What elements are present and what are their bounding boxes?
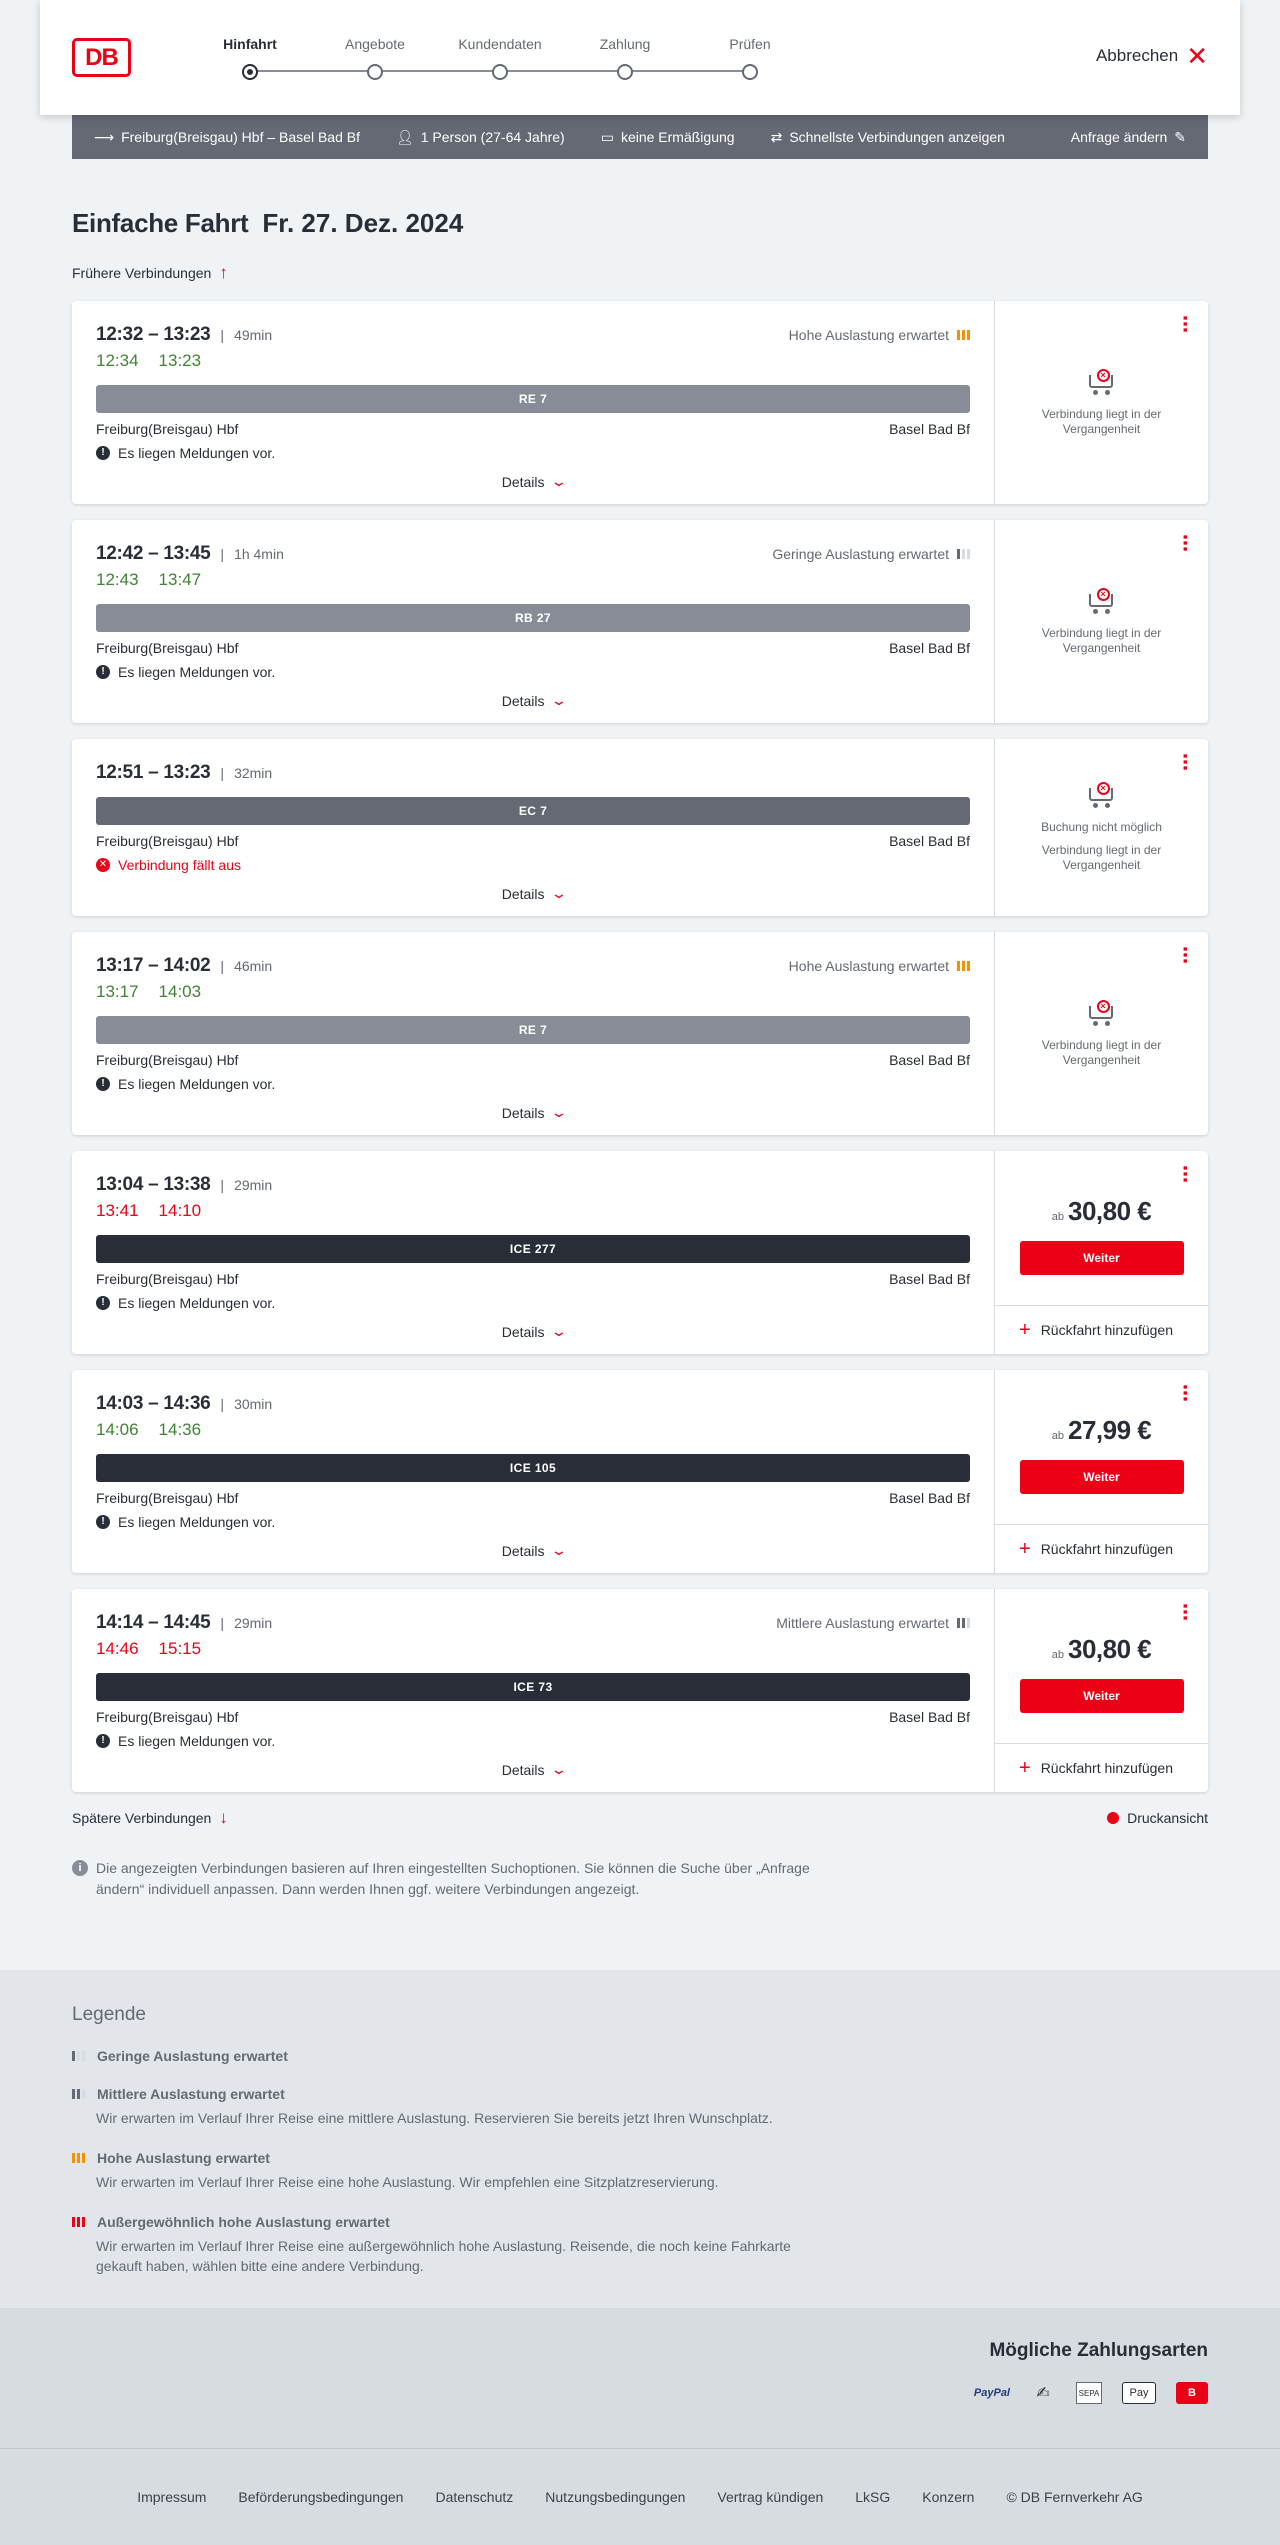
footer-link-impressum[interactable]: Impressum <box>137 2489 207 2505</box>
price <box>1052 1196 1152 1227</box>
connection-details <box>72 932 994 1135</box>
step-dot <box>617 64 633 80</box>
footer-link-vertrag-kuendigen[interactable]: Vertrag kündigen <box>717 2489 824 2505</box>
offer-panel <box>994 1589 1208 1792</box>
more-options-icon[interactable]: ⋯ <box>1175 1165 1195 1181</box>
chevron-down-icon: ⌄ <box>549 1104 568 1120</box>
plus-icon: + <box>1019 1538 1031 1560</box>
search-summary-bar <box>72 115 1208 159</box>
passengers-text: 1 Person (27-64 Jahre) <box>420 129 565 145</box>
notice-message <box>96 1295 970 1311</box>
chevron-down-icon: ⌄ <box>549 1761 568 1777</box>
db-logo[interactable]: DB <box>72 38 131 77</box>
cancel-circle-icon: ✕ <box>96 858 110 872</box>
apple-pay-label: Pay <box>1129 2387 1149 2399</box>
filter-icon: ⇄ <box>770 128 783 145</box>
legend-item <box>72 2048 1208 2064</box>
connection-details <box>72 1589 994 1792</box>
summary-passengers <box>396 129 565 146</box>
notice-message <box>96 1076 970 1092</box>
return-label: Rückfahrt hinzufügen <box>1040 1541 1173 1557</box>
cancellation-message <box>96 857 970 873</box>
destination-station: Basel Bad Bf <box>889 1052 970 1068</box>
step-dot <box>367 64 383 80</box>
connection-details <box>72 1151 994 1354</box>
chevron-down-icon: ⌄ <box>549 473 568 489</box>
load-text: Mittlere Auslastung erwartet <box>776 1615 949 1631</box>
duration: 49min <box>234 327 273 343</box>
realtime-arrival: 13:23 <box>158 351 202 370</box>
load-icon <box>957 1618 970 1628</box>
origin-station: Freiburg(Breisgau) Hbf <box>96 833 239 849</box>
chevron-down-icon: ⌄ <box>549 1323 568 1339</box>
discount-text: keine Ermäßigung <box>620 129 735 145</box>
more-options-icon[interactable]: ⋯ <box>1175 1603 1195 1619</box>
legend-item-text: Wir erwarten im Verlauf Ihrer Reise eine mittlere Auslastung. Reservieren Sie bereits jetzt Ihren Wunschplatz. <box>96 2110 773 2126</box>
planned-times: 14:14 – 14:45 <box>96 1612 211 1633</box>
notice-message <box>96 445 970 461</box>
apple-pay-icon <box>1122 2382 1156 2404</box>
step-dot <box>492 64 508 80</box>
details-toggle[interactable] <box>96 1761 970 1778</box>
print-view-link[interactable] <box>1107 1810 1208 1826</box>
step-label: Hinfahrt <box>223 36 277 52</box>
details-toggle[interactable] <box>96 692 970 709</box>
legend-item-text: Wir erwarten im Verlauf Ihrer Reise eine außergewöhnlich hohe Auslastung. Reisende, die noch keine Fahrkarte gekauft haben, wählen bitte eine andere Verbindung. <box>96 2238 791 2274</box>
destination-station: Basel Bad Bf <box>889 421 970 437</box>
step-dot <box>742 64 758 80</box>
notice-message <box>96 664 970 680</box>
continue-button[interactable]: Weiter <box>1020 1241 1184 1275</box>
load-indicator <box>789 327 970 343</box>
details-label: Details <box>501 473 545 490</box>
duration: 46min <box>234 958 273 974</box>
details-label: Details <box>501 885 545 902</box>
summary-discount <box>601 129 735 146</box>
origin-station: Freiburg(Breisgau) Hbf <box>96 640 239 656</box>
arrow-right-icon: ⟶ <box>94 128 115 145</box>
train-bar[interactable]: ICE 105 <box>96 1454 970 1482</box>
planned-times: 12:32 – 13:23 <box>96 324 211 345</box>
footer-link-lksg[interactable]: LkSG <box>855 2489 891 2505</box>
origin-station: Freiburg(Breisgau) Hbf <box>96 421 239 437</box>
message-text: Es liegen Meldungen vor. <box>118 1295 276 1311</box>
train-bar[interactable]: ICE 277 <box>96 1235 970 1263</box>
load-text: Hohe Auslastung erwartet <box>788 327 949 343</box>
summary-route <box>94 129 360 146</box>
cart-unavailable-icon: × <box>1087 782 1117 808</box>
planned-times: 13:04 – 13:38 <box>96 1174 211 1195</box>
price <box>1052 1415 1152 1446</box>
connection-card[interactable] <box>72 1151 1208 1354</box>
footer-link-konzern[interactable]: Konzern <box>922 2489 975 2505</box>
legend-list <box>72 2048 1208 2276</box>
load-icon <box>957 549 970 559</box>
load-text: Geringe Auslastung erwartet <box>772 546 949 562</box>
load-indicator <box>776 1615 970 1631</box>
connection-details <box>72 520 994 723</box>
message-text: Es liegen Meldungen vor. <box>118 1733 276 1749</box>
info-icon: i <box>72 1860 88 1876</box>
cancel-label: Abbrechen <box>1095 46 1179 65</box>
realtime-arrival: 15:15 <box>158 1639 202 1658</box>
load-indicator <box>789 958 970 974</box>
price-value: 27,99 € <box>1068 1414 1152 1445</box>
destination-station: Basel Bad Bf <box>889 1490 970 1506</box>
separator: | <box>220 546 225 562</box>
header <box>40 0 1240 115</box>
separator: | <box>220 1177 225 1193</box>
step-kundendaten <box>450 34 550 80</box>
connection-card[interactable] <box>72 739 1208 916</box>
cart-unavailable-icon: × <box>1087 588 1117 614</box>
add-return-trip-button[interactable] <box>995 1743 1208 1792</box>
footer-link-befoerderungsbedingungen[interactable]: Beförderungsbedingungen <box>238 2489 404 2505</box>
details-toggle[interactable] <box>96 473 970 490</box>
alert-icon: ! <box>96 446 110 460</box>
unavailable-notice <box>995 932 1208 1135</box>
train-bar[interactable]: EC 7 <box>96 797 970 825</box>
alert-icon: ! <box>96 1515 110 1529</box>
route-text: Freiburg(Breisgau) Hbf – Basel Bad Bf <box>121 129 360 145</box>
train-bar[interactable]: RE 7 <box>96 385 970 413</box>
connection-card[interactable] <box>72 932 1208 1135</box>
realtime-departure: 14:46 <box>96 1639 139 1658</box>
plus-icon: + <box>1019 1319 1031 1341</box>
origin-station: Freiburg(Breisgau) Hbf <box>96 1490 239 1506</box>
unavailable-text: Verbindung liegt in der Vergangenheit <box>1041 843 1162 872</box>
chevron-down-icon: ⌄ <box>549 1542 568 1558</box>
offer-panel <box>994 1370 1208 1573</box>
person-icon: 👤︎ <box>395 128 414 145</box>
notice-message <box>96 1733 970 1749</box>
alert-icon: ! <box>96 1077 110 1091</box>
connection-list <box>72 301 1208 1792</box>
add-return-trip-button[interactable] <box>995 1524 1208 1573</box>
realtime-arrival: 14:10 <box>158 1201 202 1220</box>
summary-fastest <box>771 129 1005 146</box>
duration: 1h 4min <box>234 546 284 562</box>
separator: | <box>220 765 225 781</box>
realtime-departure: 13:17 <box>96 982 139 1001</box>
offer-panel <box>994 932 1208 1135</box>
details-toggle[interactable] <box>96 1542 970 1559</box>
connection-details <box>72 739 994 916</box>
offer-panel <box>994 1151 1208 1354</box>
alert-icon: ! <box>96 1296 110 1310</box>
load-icon <box>72 2051 85 2061</box>
load-text: Hohe Auslastung erwartet <box>788 958 949 974</box>
train-bar[interactable]: RE 7 <box>96 1016 970 1044</box>
separator: | <box>220 958 225 974</box>
details-toggle[interactable] <box>96 1323 970 1340</box>
unavailable-text: Verbindung liegt in der Vergangenheit <box>1041 1037 1162 1067</box>
connection-details <box>72 301 994 504</box>
list-footer <box>72 1808 1208 1828</box>
details-toggle[interactable] <box>96 1104 970 1121</box>
price <box>1052 1634 1152 1665</box>
cart-unavailable-icon: × <box>1087 369 1117 395</box>
close-icon: ✕ <box>1186 41 1208 71</box>
unavailable-notice <box>995 520 1208 723</box>
payment-icons <box>72 2382 1208 2404</box>
later-label: Spätere Verbindungen <box>72 1810 212 1826</box>
price-value: 30,80 € <box>1068 1633 1152 1664</box>
payment-methods-section <box>0 2308 1280 2448</box>
load-icon <box>957 330 970 340</box>
travel-date: Fr. 27. Dez. 2024 <box>262 208 464 238</box>
legend-item-title: Geringe Auslastung erwartet <box>97 2048 288 2064</box>
offer-panel <box>994 739 1208 916</box>
load-icon <box>72 2153 85 2163</box>
change-request-button[interactable] <box>1071 129 1186 146</box>
price-prefix: ab <box>1051 1648 1064 1661</box>
destination-station: Basel Bad Bf <box>889 833 970 849</box>
more-options-icon[interactable]: ⋯ <box>1175 946 1195 962</box>
connection-card[interactable] <box>72 1370 1208 1573</box>
change-label: Anfrage ändern <box>1070 129 1168 145</box>
continue-button[interactable]: Weiter <box>1020 1460 1184 1494</box>
unavailable-notice <box>995 301 1208 504</box>
details-label: Details <box>501 1104 545 1121</box>
duration: 29min <box>234 1177 273 1193</box>
more-options-icon[interactable]: ⋯ <box>1175 1384 1195 1400</box>
price-value: 30,80 € <box>1068 1195 1152 1226</box>
message-text: Verbindung fällt aus <box>118 857 241 873</box>
planned-times: 14:03 – 14:36 <box>96 1393 211 1414</box>
step-angebote <box>325 34 425 80</box>
step-label: Zahlung <box>599 36 651 52</box>
details-toggle[interactable] <box>96 885 970 902</box>
legend-item <box>72 2214 1208 2276</box>
offer-panel <box>994 301 1208 504</box>
origin-station: Freiburg(Breisgau) Hbf <box>96 1052 239 1068</box>
legend-item-title: Außergewöhnlich hohe Auslastung erwartet <box>97 2214 390 2230</box>
price-prefix: ab <box>1051 1210 1064 1223</box>
page-title <box>72 208 1208 239</box>
info-text: Die angezeigten Verbindungen basieren auf Ihren eingestellten Suchoptionen. Sie können die Suche über „Anfrage ändern“ individuell anpassen. Dann werden Ihnen ggf. weitere Verbindungen angezeigt. <box>96 1860 810 1897</box>
step-label: Prüfen <box>729 36 771 52</box>
realtime-arrival: 14:03 <box>158 982 202 1001</box>
realtime-departure: 14:06 <box>96 1420 139 1439</box>
realtime-departure: 12:34 <box>96 351 139 370</box>
legend-item-text: Wir erwarten im Verlauf Ihrer Reise eine hohe Auslastung. Wir empfehlen eine Sitzplatzreservierung. <box>96 2174 719 2190</box>
realtime-arrival: 14:36 <box>158 1420 202 1439</box>
alert-icon: ! <box>96 665 110 679</box>
progress-stepper <box>210 34 771 84</box>
step-zahlung <box>575 34 675 80</box>
print-label: Druckansicht <box>1127 1810 1208 1826</box>
notice-message <box>96 1514 970 1530</box>
separator: | <box>220 327 225 343</box>
add-return-trip-button[interactable] <box>995 1305 1208 1354</box>
offer-panel <box>994 520 1208 723</box>
footer-copyright: © DB Fernverkehr AG <box>1006 2489 1143 2505</box>
card-icon: ▭ <box>600 128 614 145</box>
legend-title: Legende <box>72 2004 146 2025</box>
load-icon <box>72 2217 85 2227</box>
destination-station: Basel Bad Bf <box>889 1709 970 1725</box>
step-dot <box>242 64 258 80</box>
arrow-down-icon: ↓ <box>219 1808 228 1827</box>
legend-item-title: Mittlere Auslastung erwartet <box>97 2086 285 2102</box>
realtime-departure: 13:41 <box>96 1201 139 1220</box>
site-footer <box>0 2448 1280 2545</box>
return-label: Rückfahrt hinzufügen <box>1040 1760 1173 1776</box>
paypal-icon: PayPal <box>973 2387 1010 2399</box>
message-text: Es liegen Meldungen vor. <box>118 445 276 461</box>
db-payment-icon: B <box>1176 2382 1208 2404</box>
unavailable-text: Verbindung liegt in der Vergangenheit <box>1041 625 1162 655</box>
connection-card[interactable] <box>72 1589 1208 1792</box>
separator: | <box>220 1615 225 1631</box>
details-label: Details <box>501 1323 545 1340</box>
message-text: Es liegen Meldungen vor. <box>118 664 276 680</box>
more-options-icon[interactable]: ⋯ <box>1175 315 1195 331</box>
legend-item <box>72 2086 1208 2128</box>
step-pruefen <box>700 34 800 80</box>
destination-station: Basel Bad Bf <box>889 640 970 656</box>
origin-station: Freiburg(Breisgau) Hbf <box>96 1271 239 1287</box>
payment-title: Mögliche Zahlungsarten <box>989 2340 1208 2361</box>
connection-details <box>72 1370 994 1573</box>
step-label: Kundendaten <box>458 36 542 52</box>
cancel-button[interactable] <box>1095 41 1208 71</box>
step-hinfahrt <box>200 34 300 80</box>
footer-link-nutzungsbedingungen[interactable]: Nutzungsbedingungen <box>545 2489 686 2505</box>
connection-card[interactable] <box>72 301 1208 504</box>
load-indicator <box>772 546 970 562</box>
plus-icon: + <box>1019 1757 1031 1779</box>
footer-link-datenschutz[interactable]: Datenschutz <box>435 2489 514 2505</box>
details-label: Details <box>501 1542 545 1559</box>
more-options-icon[interactable]: ⋯ <box>1175 753 1195 769</box>
arrow-up-icon: ↑ <box>219 263 228 282</box>
pencil-icon: ✎ <box>1174 128 1186 145</box>
more-options-icon[interactable]: ⋯ <box>1175 534 1195 550</box>
trip-type: Einfache Fahrt <box>72 208 249 238</box>
print-icon <box>1107 1812 1119 1824</box>
duration: 29min <box>234 1615 273 1631</box>
duration: 32min <box>234 765 273 781</box>
message-text: Es liegen Meldungen vor. <box>118 1514 276 1530</box>
connection-card[interactable] <box>72 520 1208 723</box>
step-label: Angebote <box>345 36 405 52</box>
details-label: Details <box>501 1761 545 1778</box>
return-label: Rückfahrt hinzufügen <box>1040 1322 1173 1338</box>
later-connections-link[interactable] <box>72 1808 228 1828</box>
earlier-label: Frühere Verbindungen <box>72 265 212 281</box>
chevron-down-icon: ⌄ <box>549 885 568 901</box>
message-text: Es liegen Meldungen vor. <box>118 1076 276 1092</box>
fastest-text: Schnellste Verbindungen anzeigen <box>789 129 1005 145</box>
sepa-icon: SEPA <box>1076 2382 1102 2404</box>
cart-unavailable-icon: × <box>1087 1000 1117 1026</box>
price-prefix: ab <box>1051 1429 1064 1442</box>
legend-section <box>0 1970 1280 2308</box>
duration: 30min <box>234 1396 273 1412</box>
destination-station: Basel Bad Bf <box>889 1271 970 1287</box>
planned-times: 12:51 – 13:23 <box>96 762 211 783</box>
load-icon <box>957 961 970 971</box>
planned-times: 12:42 – 13:45 <box>96 543 211 564</box>
legend-item-title: Hohe Auslastung erwartet <box>97 2150 270 2166</box>
continue-button[interactable]: Weiter <box>1020 1679 1184 1713</box>
train-bar[interactable]: RB 27 <box>96 604 970 632</box>
realtime-departure: 12:43 <box>96 570 139 589</box>
unavailable-text: Verbindung liegt in der Vergangenheit <box>1041 406 1162 436</box>
realtime-arrival: 13:47 <box>158 570 202 589</box>
separator: | <box>220 1396 225 1412</box>
earlier-connections-link[interactable] <box>72 263 1208 283</box>
planned-times: 13:17 – 14:02 <box>96 955 211 976</box>
unavailable-text: Buchung nicht möglich <box>1041 820 1162 834</box>
search-info-note <box>72 1858 832 1900</box>
load-icon <box>72 2089 85 2099</box>
legend-item <box>72 2150 1208 2192</box>
direct-debit-icon: ✍ <box>1036 2385 1050 2402</box>
details-label: Details <box>501 692 545 709</box>
alert-icon: ! <box>96 1734 110 1748</box>
train-bar[interactable]: ICE 73 <box>96 1673 970 1701</box>
chevron-down-icon: ⌄ <box>549 692 568 708</box>
origin-station: Freiburg(Breisgau) Hbf <box>96 1709 239 1725</box>
